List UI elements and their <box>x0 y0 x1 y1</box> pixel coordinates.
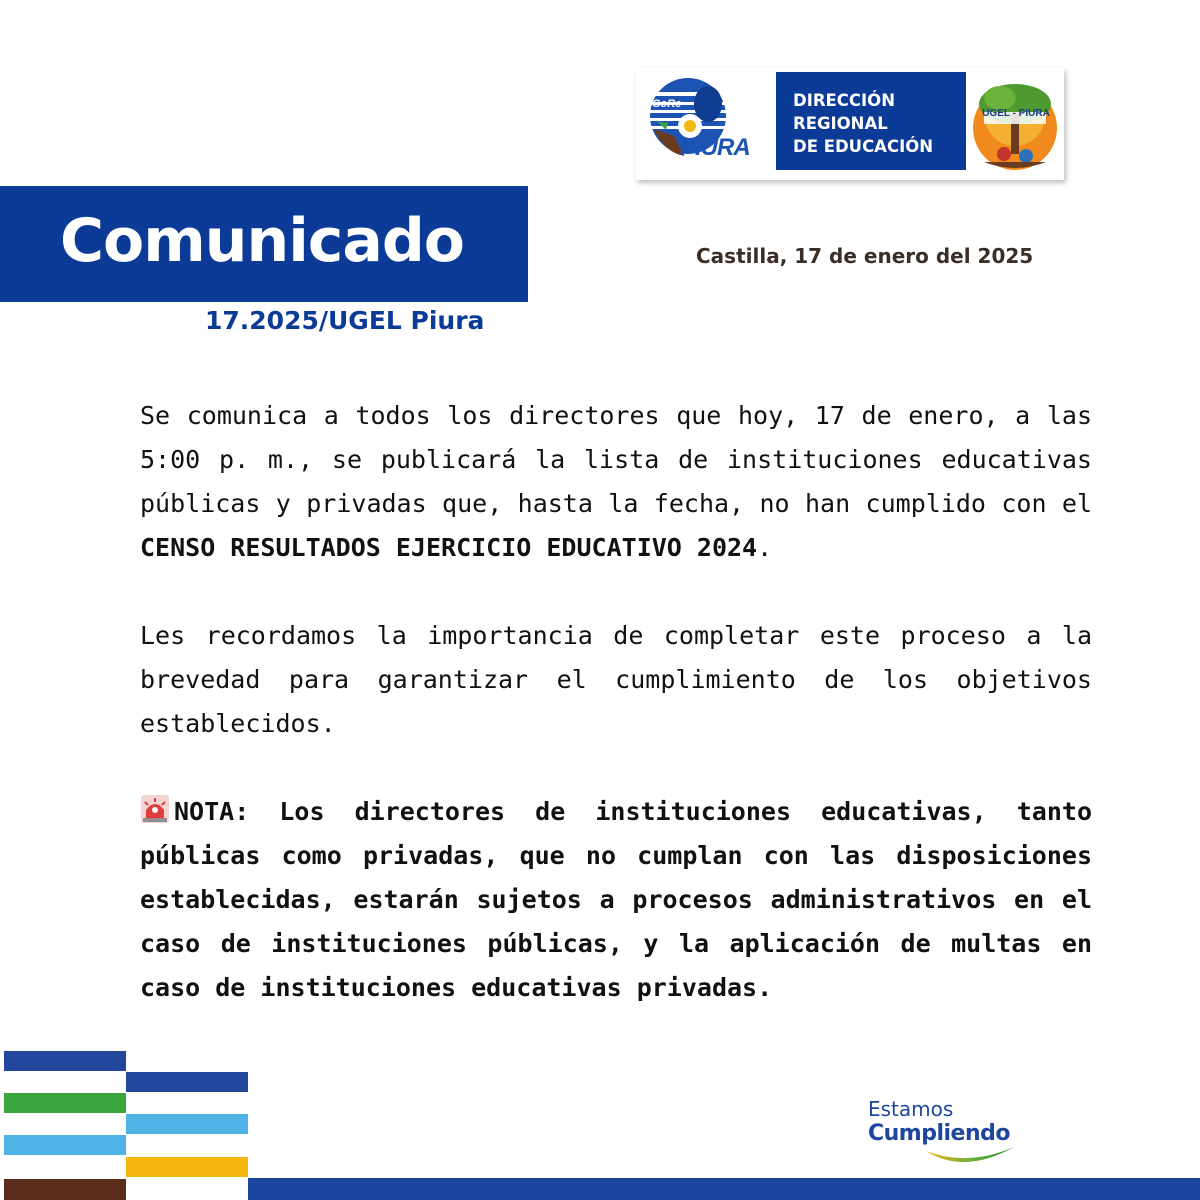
institution-name <box>776 72 966 170</box>
paragraph-1-text: Se comunica a todos los directores que hoy, 17 de enero, a las 5:00 p. m., se publicará la lista de instituciones educativas públicas y privadas que, hasta la fecha, no han cumplido con el <box>140 401 1092 518</box>
paragraph-1 <box>140 394 1092 570</box>
stripe-brown <box>4 1179 126 1200</box>
header-logo-bar <box>636 68 1064 180</box>
stripe-blue-2 <box>126 1072 248 1092</box>
note-text: NOTA: Los directores de instituciones educativas, tanto públicas como privadas, que no cumplan con las disposiciones establecidas, estarán sujetos a procesos administrativos en el caso de instituciones públicas, y la aplicación de multas en caso de instituciones educativas privadas. <box>140 797 1092 1002</box>
paragraph-2: Les recordamos la importancia de completar este proceso a la brevedad para garantizar el cumplimiento de los objetivos establecidos. <box>140 621 1092 738</box>
document-date: Castilla, 17 de enero del 2025 <box>696 244 1034 268</box>
gore-logo-small-text: GoRe <box>652 98 682 110</box>
page-title: Comunicado <box>60 206 464 276</box>
institution-line: DIRECCIÓN <box>793 91 896 110</box>
slogan-line-1: Estamos <box>868 1097 954 1121</box>
slogan-swoosh-icon <box>924 1145 1016 1169</box>
ugel-piura-logo <box>970 76 1060 174</box>
institution-line: REGIONAL <box>793 114 888 133</box>
note-paragraph <box>140 790 1092 1010</box>
stripe-blue-1 <box>4 1051 126 1071</box>
stripe-light-blue-2 <box>4 1135 126 1155</box>
paragraph-1-bold: CENSO RESULTADOS EJERCICIO EDUCATIVO 2024 <box>140 533 758 562</box>
institution-line: DE EDUCACIÓN <box>793 137 934 156</box>
stripe-green <box>4 1093 126 1113</box>
stripe-yellow <box>126 1157 248 1177</box>
ugel-logo-text: UGEL - PIURA <box>982 108 1050 119</box>
slogan-line-2: Cumpliendo <box>868 1121 1011 1146</box>
footer-bar <box>248 1178 1200 1200</box>
document-body <box>140 394 1092 1054</box>
gore-logo-text: PIURA <box>680 134 750 161</box>
document-code: 17.2025/UGEL Piura <box>205 306 485 335</box>
paragraph-1-end: . <box>757 533 773 562</box>
stripe-light-blue-1 <box>126 1114 248 1134</box>
siren-icon <box>140 794 170 824</box>
